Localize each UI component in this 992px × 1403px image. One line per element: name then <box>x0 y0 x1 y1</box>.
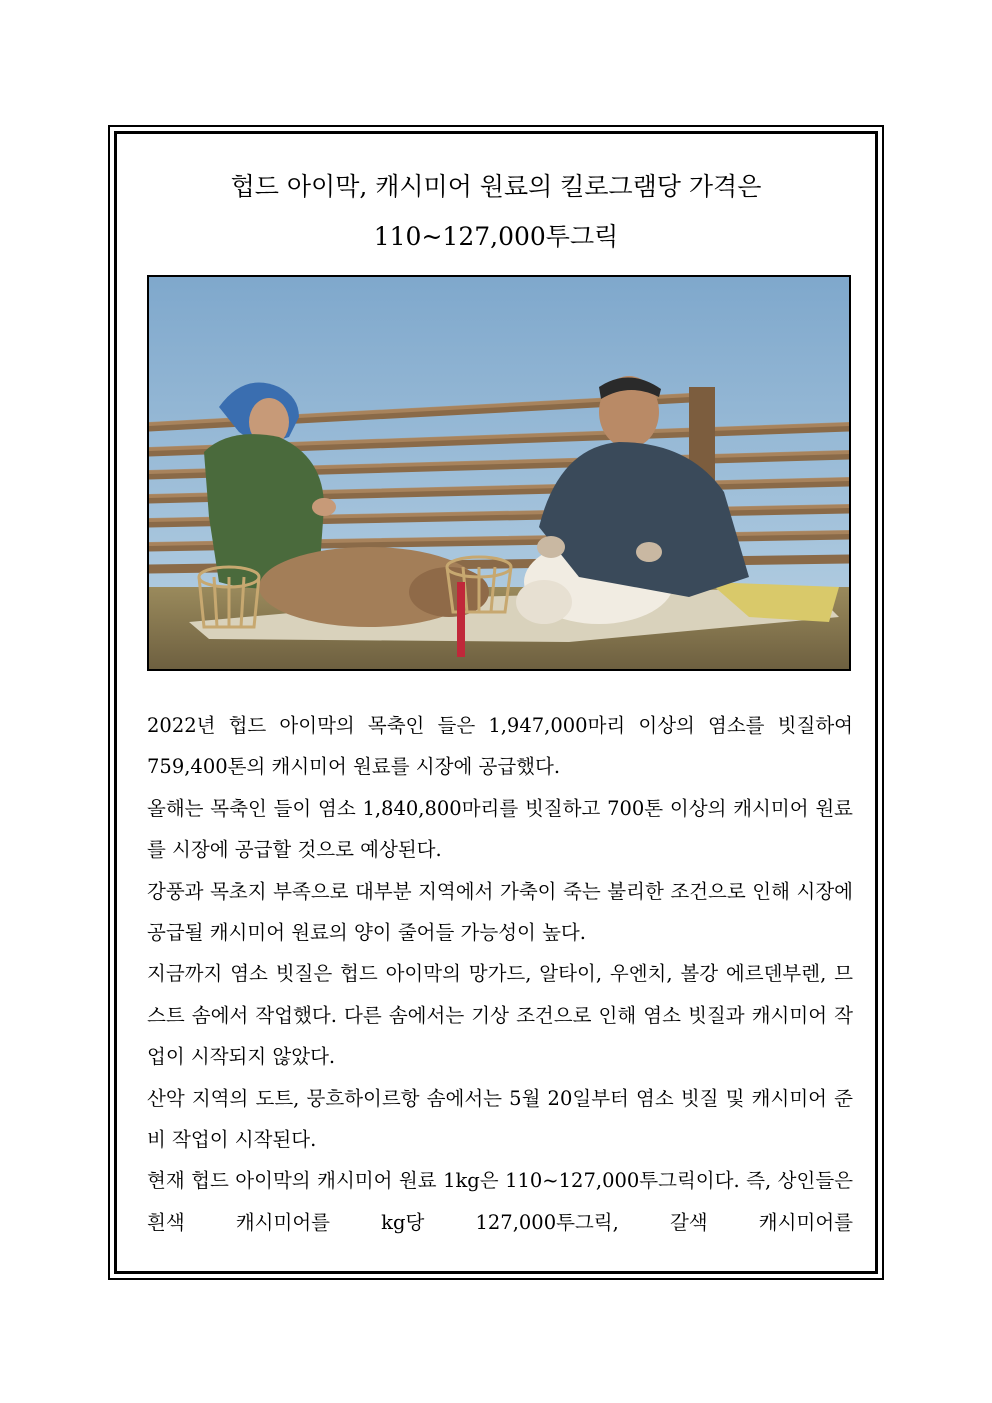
article-title <box>117 162 875 262</box>
page-border-outer <box>108 125 884 1280</box>
article-title-line-1: 헙드 아이막, 캐시미어 원료의 킬로그램당 가격은 <box>230 172 762 201</box>
paragraph: 지금까지 염소 빗질은 헙드 아이막의 망가드, 알타이, 우엔치, 볼강 에르덴부렌, 므스트 솜에서 작업했다. 다른 솜에서는 기상 조건으로 인해 염소 빗질과 캐시미어 작업이 시작되지 않았다. <box>147 962 853 1069</box>
paragraph: 2022년 헙드 아이막의 목축인 들은 1,947,000마리 이상의 염소를 빗질하여 759,400톤의 캐시미어 원료를 시장에 공급했다. <box>147 714 853 779</box>
article-body <box>147 705 853 1243</box>
page-border-inner <box>114 131 878 1274</box>
paragraph: 강풍과 목초지 부족으로 대부분 지역에서 가축이 죽는 불리한 조건으로 인해 시장에 공급될 캐시미어 원료의 양이 줄어들 가능성이 높다. <box>147 879 853 945</box>
paragraph: 현재 헙드 아이막의 캐시미어 원료 1kg은 110~127,000투그릭이다. 즉, 상인들은 흰색 캐시미어를 kg당 127,000투그릭, 갈색 캐시미어를 <box>147 1169 853 1234</box>
paragraph: 산악 지역의 도트, 뭉흐하이르항 솜에서는 5월 20일부터 염소 빗질 및 캐시미어 준비 작업이 시작된다. <box>147 1086 853 1152</box>
paragraph: 올해는 목축인 들이 염소 1,840,800마리를 빗질하고 700톤 이상의 캐시미어 원료를 시장에 공급할 것으로 예상된다. <box>147 796 853 862</box>
article-photo <box>147 275 851 671</box>
cashmere-combing-photo <box>149 277 849 669</box>
article-title-line-2: 110~127,000투그릭 <box>373 222 619 251</box>
